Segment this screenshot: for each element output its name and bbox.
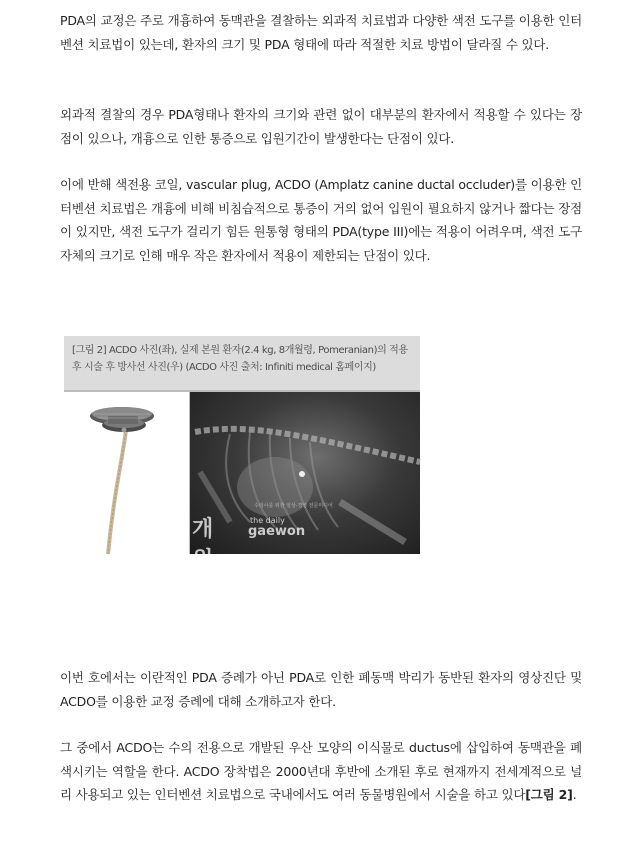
sentence-end: . xyxy=(572,787,577,802)
figure-caption: [그림 2] ACDO 사진(좌), 실제 본원 환자(2.4 kg, 8개월령, Pomeranian)의 적용 후 시술 후 방사선 사진(우) (ACDO 사진 출처: Infiniti medical 홈페이지) xyxy=(64,336,420,390)
paragraph-interventional-therapy: 이에 반해 색전용 코일, vascular plug, ACDO (Amplatz canine ductal occluder)를 이용한 인터벤션 치료법은 개흉에 비해 비침습적으로 통증이 거의 없어 입원이 필요하지 않거나 짧다는 장점이 있지만, 색전 도구가 걸리기 힘든 원통형 형태의 PDA(type III)에는 적용이 어려우며, 색전 도구 자체의 크기로 인해 매우 작은 환자에서 적용이 제한되는 단점이 있다. xyxy=(60,177,582,263)
watermark-tagline: 수의사를 위한 임상·경영 전문미디어 xyxy=(254,503,333,509)
paragraph-treatment-overview: PDA의 교정은 주로 개흉하여 동맥관을 결찰하는 외과적 치료법과 다양한 색전 도구를 이용한 인터벤션 치료법이 있는데, 환자의 크기 및 PDA 형태에 따라 적절한 치료 방법이 달라질 수 있다. xyxy=(60,13,582,52)
acdo-device-photo xyxy=(64,392,189,554)
figure-reference: [그림 2] xyxy=(525,787,573,802)
figure-2 xyxy=(64,336,420,573)
watermark-the-daily: the daily xyxy=(250,516,285,525)
acdo-device-image xyxy=(64,392,189,554)
watermark-korean-logo: 개원 xyxy=(192,517,214,573)
paragraph-surgical-ligation: 외과적 결찰의 경우 PDA형태나 환자의 크기와 관련 없이 대부분의 환자에서 적용할 수 있다는 장점이 있으나, 개흉으로 인한 통증으로 입원기간이 발생한다는 단점이 있다. xyxy=(60,107,582,146)
watermark-gaewon: gaewon xyxy=(248,524,306,539)
acdo-description-text: 그 중에서 ACDO는 수의 전용으로 개발된 우산 모양의 이식물로 ductus에 삽입하여 동맥관을 폐색시키는 역할을 한다. ACDO 장착법은 2000년대 후반에 소개된 후로 현재까지 전세계적으로 널리 사용되고 있는 인터벤션 치료법으로 국내에서도 여러 동물병원에서 시술을 하고 있다 xyxy=(60,740,582,802)
paragraph-case-intro: 이번 호에서는 이란적인 PDA 증례가 아닌 PDA로 인한 폐동맥 박리가 동반된 환자의 영상진단 및 ACDO를 이용한 교정 증례에 대해 소개하고자 한다. xyxy=(60,670,582,709)
paragraph-acdo-description xyxy=(60,736,582,807)
